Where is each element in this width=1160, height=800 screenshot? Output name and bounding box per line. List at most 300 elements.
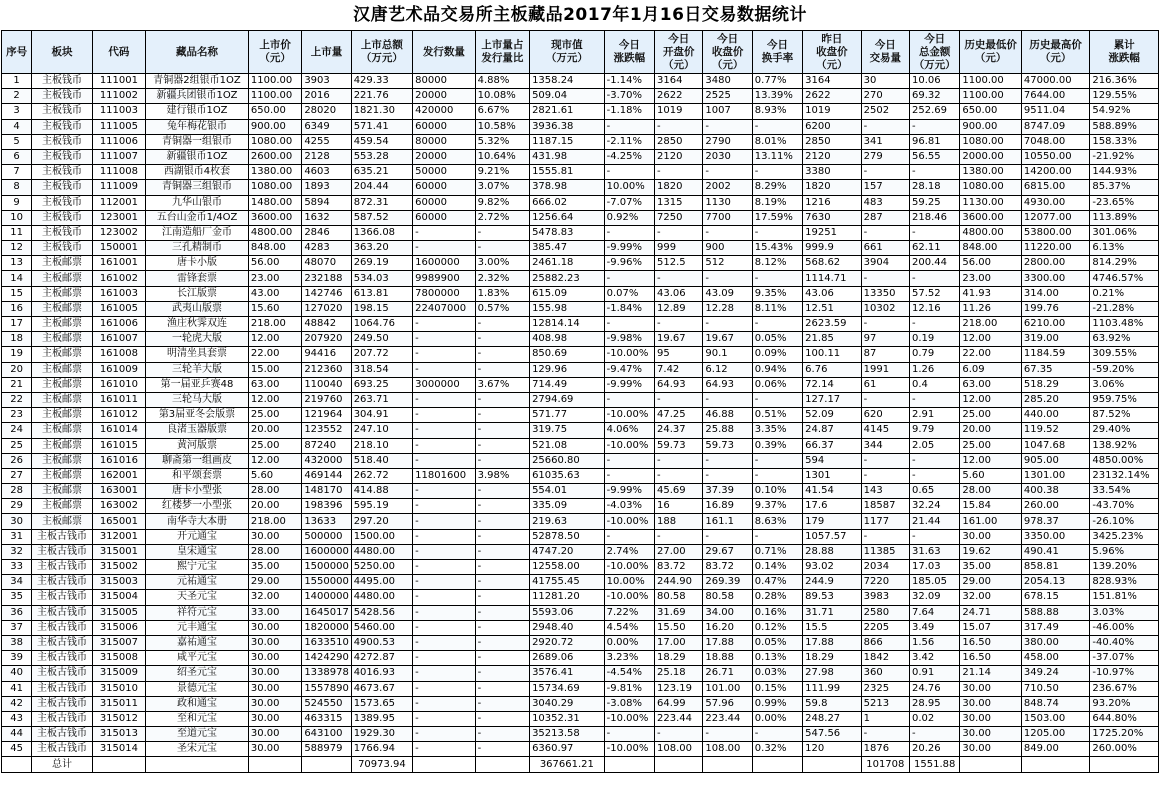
table-cell: 25.88 bbox=[703, 423, 752, 438]
table-cell: 1.56 bbox=[910, 635, 960, 650]
table-cell: 30.00 bbox=[248, 696, 301, 711]
table-cell: 1315 bbox=[655, 195, 703, 210]
table-cell: 1187.15 bbox=[530, 134, 605, 149]
table-cell: 119.52 bbox=[1021, 423, 1090, 438]
table-cell: - bbox=[475, 681, 529, 696]
table-cell: 主板钱币 bbox=[32, 165, 92, 180]
table-cell: 204.44 bbox=[351, 180, 412, 195]
table-cell: 30.00 bbox=[960, 696, 1021, 711]
table-cell: 0.00% bbox=[604, 635, 654, 650]
table-row bbox=[2, 225, 1159, 240]
table-cell: 315007 bbox=[92, 635, 145, 650]
table-cell: 主板邮票 bbox=[32, 408, 92, 423]
table-cell: 111002 bbox=[92, 89, 145, 104]
table-cell: 93.02 bbox=[803, 560, 861, 575]
table-cell: 360 bbox=[861, 666, 909, 681]
table-cell: 30 bbox=[861, 74, 909, 89]
table-cell: 56.00 bbox=[960, 256, 1021, 271]
table-cell: -4.03% bbox=[604, 499, 654, 514]
table-cell: 1080.00 bbox=[248, 134, 301, 149]
table-cell: 0.15% bbox=[752, 681, 802, 696]
table-cell: - bbox=[703, 119, 752, 134]
table-cell: 199.76 bbox=[1021, 301, 1090, 316]
table-cell: - bbox=[413, 666, 475, 681]
table-cell: 4016.93 bbox=[351, 666, 412, 681]
table-cell: - bbox=[861, 119, 909, 134]
table-cell: 309.55% bbox=[1090, 347, 1159, 362]
table-cell: 主板钱币 bbox=[32, 180, 92, 195]
table-cell: 380.00 bbox=[1021, 635, 1090, 650]
table-cell: 7250 bbox=[655, 210, 703, 225]
table-cell: 139.20% bbox=[1090, 560, 1159, 575]
table-cell: 主板钱币 bbox=[32, 89, 92, 104]
table-cell: 43.06 bbox=[655, 286, 703, 301]
table-cell: - bbox=[413, 499, 475, 514]
table-row bbox=[2, 681, 1159, 696]
table-cell: 2502 bbox=[861, 104, 909, 119]
table-cell: - bbox=[475, 453, 529, 468]
table-cell: 315001 bbox=[92, 544, 145, 559]
table-cell: 59.73 bbox=[703, 438, 752, 453]
table-cell: 主板邮票 bbox=[32, 468, 92, 483]
table-cell: 6.67% bbox=[475, 104, 529, 119]
table-cell: 0.05% bbox=[752, 332, 802, 347]
table-cell: -9.81% bbox=[604, 681, 654, 696]
table-row bbox=[2, 696, 1159, 711]
table-cell: - bbox=[861, 529, 909, 544]
table-cell: 35213.58 bbox=[530, 727, 605, 742]
table-cell: 1573.65 bbox=[351, 696, 412, 711]
table-cell: 87240 bbox=[302, 438, 351, 453]
table-cell: 20.00 bbox=[248, 499, 301, 514]
table-cell: 15.50 bbox=[655, 620, 703, 635]
table-cell: 8.29% bbox=[752, 180, 802, 195]
table-cell: 6.13% bbox=[1090, 241, 1159, 256]
table-cell: 30.00 bbox=[960, 727, 1021, 742]
table-cell: 1725.20% bbox=[1090, 727, 1159, 742]
table-cell: 123.19 bbox=[655, 681, 703, 696]
table-cell: 22 bbox=[2, 392, 32, 407]
table-cell: 30 bbox=[2, 514, 32, 529]
table-cell: 17 bbox=[2, 317, 32, 332]
table-cell: 23.00 bbox=[248, 271, 301, 286]
table-cell: - bbox=[475, 651, 529, 666]
table-cell: 57.52 bbox=[910, 286, 960, 301]
table-cell: 3.67% bbox=[475, 377, 529, 392]
table-cell: 849.00 bbox=[1021, 742, 1090, 757]
table-cell: 43 bbox=[2, 711, 32, 726]
column-header: 今日 开盘价 （元） bbox=[655, 31, 703, 74]
totals-empty-cell bbox=[655, 757, 703, 772]
table-cell: 0.03% bbox=[752, 666, 802, 681]
table-cell: - bbox=[413, 241, 475, 256]
table-cell: -21.28% bbox=[1090, 301, 1159, 316]
column-header: 上市量占 发行量比 bbox=[475, 31, 529, 74]
table-cell: 0.16% bbox=[752, 605, 802, 620]
table-cell: 151.81% bbox=[1090, 590, 1159, 605]
table-cell: 123001 bbox=[92, 210, 145, 225]
table-cell: 431.98 bbox=[530, 149, 605, 164]
table-cell: 111.99 bbox=[803, 681, 861, 696]
table-cell: 315002 bbox=[92, 560, 145, 575]
table-cell: - bbox=[475, 514, 529, 529]
table-cell: 588979 bbox=[302, 742, 351, 757]
table-cell: 72.14 bbox=[803, 377, 861, 392]
table-cell: 872.31 bbox=[351, 195, 412, 210]
table-cell: 28.00 bbox=[248, 484, 301, 499]
table-cell: 主板古钱币 bbox=[32, 696, 92, 711]
table-cell: 13.39% bbox=[752, 89, 802, 104]
table-cell: 4900.53 bbox=[351, 635, 412, 650]
table-cell: 2600.00 bbox=[248, 149, 301, 164]
table-cell: 59.25 bbox=[910, 195, 960, 210]
table-row bbox=[2, 544, 1159, 559]
table-cell: -23.65% bbox=[1090, 195, 1159, 210]
table-cell: 2.32% bbox=[475, 271, 529, 286]
table-cell: 主板钱币 bbox=[32, 195, 92, 210]
table-cell: 4272.87 bbox=[351, 651, 412, 666]
table-cell: 15.00 bbox=[248, 362, 301, 377]
table-cell: - bbox=[413, 681, 475, 696]
table-cell: 43.06 bbox=[803, 286, 861, 301]
table-cell: 30.00 bbox=[248, 711, 301, 726]
table-cell: 0.39% bbox=[752, 438, 802, 453]
table-cell: 260.00 bbox=[1021, 499, 1090, 514]
table-cell: 主板邮票 bbox=[32, 514, 92, 529]
table-cell: 1047.68 bbox=[1021, 438, 1090, 453]
table-cell: 518.29 bbox=[1021, 377, 1090, 392]
table-cell: 571.77 bbox=[530, 408, 605, 423]
table-cell: 161008 bbox=[92, 347, 145, 362]
table-cell: 185.05 bbox=[910, 575, 960, 590]
table-cell: 1007 bbox=[703, 104, 752, 119]
table-row bbox=[2, 392, 1159, 407]
table-cell: - bbox=[703, 529, 752, 544]
table-cell: 1600000 bbox=[413, 256, 475, 271]
table-cell: 524550 bbox=[302, 696, 351, 711]
table-cell: 1500.00 bbox=[351, 529, 412, 544]
table-cell: 28020 bbox=[302, 104, 351, 119]
table-cell: 19.67 bbox=[655, 332, 703, 347]
table-row bbox=[2, 347, 1159, 362]
table-cell: 18.29 bbox=[803, 651, 861, 666]
table-cell: 31 bbox=[2, 529, 32, 544]
table-cell: - bbox=[604, 468, 654, 483]
table-cell: 28.00 bbox=[960, 484, 1021, 499]
table-cell: - bbox=[475, 590, 529, 605]
table-row bbox=[2, 635, 1159, 650]
table-cell: 15 bbox=[2, 286, 32, 301]
table-cell: 0.92% bbox=[604, 210, 654, 225]
table-cell: -4.25% bbox=[604, 149, 654, 164]
table-cell: 1820 bbox=[803, 180, 861, 195]
table-cell: 67.35 bbox=[1021, 362, 1090, 377]
table-cell: 14 bbox=[2, 271, 32, 286]
table-cell: 3164 bbox=[655, 74, 703, 89]
table-cell: 60000 bbox=[413, 180, 475, 195]
table-cell: 15.07 bbox=[960, 620, 1021, 635]
table-cell: 161014 bbox=[92, 423, 145, 438]
table-cell: 21.85 bbox=[803, 332, 861, 347]
table-cell: 2000.00 bbox=[960, 149, 1021, 164]
table-cell: 129.55% bbox=[1090, 89, 1159, 104]
table-cell: 120 bbox=[803, 742, 861, 757]
table-cell: 7220 bbox=[861, 575, 909, 590]
table-cell: 16 bbox=[2, 301, 32, 316]
table-cell: 41755.45 bbox=[530, 575, 605, 590]
table-cell: 0.12% bbox=[752, 620, 802, 635]
table-cell: 渔庄秋霁双连 bbox=[146, 317, 249, 332]
table-cell: - bbox=[475, 362, 529, 377]
table-cell: 0.02 bbox=[910, 711, 960, 726]
table-cell: 江南造船厂金币 bbox=[146, 225, 249, 240]
table-cell: 304.91 bbox=[351, 408, 412, 423]
table-cell: 元丰通宝 bbox=[146, 620, 249, 635]
table-cell: 17.88 bbox=[703, 635, 752, 650]
table-cell: 熙宁元宝 bbox=[146, 560, 249, 575]
table-cell: 644.80% bbox=[1090, 711, 1159, 726]
totals-listing-total: 70973.94 bbox=[351, 757, 412, 772]
table-cell: 43.09 bbox=[703, 286, 752, 301]
table-row bbox=[2, 666, 1159, 681]
table-cell: - bbox=[861, 727, 909, 742]
table-cell: 主板钱币 bbox=[32, 74, 92, 89]
table-cell: 661 bbox=[861, 241, 909, 256]
table-cell: 1177 bbox=[861, 514, 909, 529]
table-cell: 1.26 bbox=[910, 362, 960, 377]
table-cell: 主板古钱币 bbox=[32, 590, 92, 605]
table-cell: 223.44 bbox=[703, 711, 752, 726]
table-cell: 615.09 bbox=[530, 286, 605, 301]
table-cell: 1064.76 bbox=[351, 317, 412, 332]
table-cell: 32.00 bbox=[248, 590, 301, 605]
table-cell: 30.00 bbox=[248, 529, 301, 544]
table-row bbox=[2, 149, 1159, 164]
table-cell: 19.62 bbox=[960, 544, 1021, 559]
table-cell: 315006 bbox=[92, 620, 145, 635]
table-cell: 279 bbox=[861, 149, 909, 164]
table-cell: 10302 bbox=[861, 301, 909, 316]
table-cell: - bbox=[475, 317, 529, 332]
table-cell: 主板钱币 bbox=[32, 104, 92, 119]
table-cell: 长江版票 bbox=[146, 286, 249, 301]
table-cell: 2689.06 bbox=[530, 651, 605, 666]
table-cell: 83.72 bbox=[655, 560, 703, 575]
table-cell: 2850 bbox=[655, 134, 703, 149]
table-cell: 40 bbox=[2, 666, 32, 681]
table-cell: 16 bbox=[655, 499, 703, 514]
table-cell: 534.03 bbox=[351, 271, 412, 286]
table-cell: 62.11 bbox=[910, 241, 960, 256]
table-cell: 1114.71 bbox=[803, 271, 861, 286]
table-cell: 8.93% bbox=[752, 104, 802, 119]
table-cell: - bbox=[413, 575, 475, 590]
table-cell: 314.00 bbox=[1021, 286, 1090, 301]
table-cell: 1550000 bbox=[302, 575, 351, 590]
table-cell: 青铜器三组银币 bbox=[146, 180, 249, 195]
table-cell: 3480 bbox=[703, 74, 752, 89]
table-cell: 650.00 bbox=[960, 104, 1021, 119]
table-cell: 17.88 bbox=[803, 635, 861, 650]
table-cell: 161003 bbox=[92, 286, 145, 301]
table-cell: 1820 bbox=[655, 180, 703, 195]
table-cell: 3600.00 bbox=[248, 210, 301, 225]
table-cell: 6.09 bbox=[960, 362, 1021, 377]
table-cell: 黄河版票 bbox=[146, 438, 249, 453]
table-cell: 83.72 bbox=[703, 560, 752, 575]
table-cell: 315009 bbox=[92, 666, 145, 681]
table-cell: 至道元宝 bbox=[146, 727, 249, 742]
table-row bbox=[2, 529, 1159, 544]
table-cell: - bbox=[475, 711, 529, 726]
table-cell: 32.09 bbox=[910, 590, 960, 605]
table-cell: 5460.00 bbox=[351, 620, 412, 635]
table-cell: 3 bbox=[2, 104, 32, 119]
table-cell: 43.00 bbox=[248, 286, 301, 301]
table-cell: 111006 bbox=[92, 134, 145, 149]
table-cell: 143 bbox=[861, 484, 909, 499]
table-cell: 0.14% bbox=[752, 560, 802, 575]
table-cell: 29.00 bbox=[960, 575, 1021, 590]
table-cell: 2.72% bbox=[475, 210, 529, 225]
table-cell: 12 bbox=[2, 241, 32, 256]
table-cell: 22407000 bbox=[413, 301, 475, 316]
table-cell: 244.9 bbox=[803, 575, 861, 590]
table-cell: 161015 bbox=[92, 438, 145, 453]
table-cell: - bbox=[413, 711, 475, 726]
table-cell: - bbox=[752, 392, 802, 407]
table-cell: 33 bbox=[2, 560, 32, 575]
table-row bbox=[2, 605, 1159, 620]
table-cell: 59.73 bbox=[655, 438, 703, 453]
table-cell: 5593.06 bbox=[530, 605, 605, 620]
table-cell: - bbox=[655, 468, 703, 483]
table-cell: 22.00 bbox=[248, 347, 301, 362]
table-cell: 0.19 bbox=[910, 332, 960, 347]
table-cell: 80000 bbox=[413, 74, 475, 89]
table-cell: 1301 bbox=[803, 468, 861, 483]
table-cell: 8.11% bbox=[752, 301, 802, 316]
table-cell: 15.43% bbox=[752, 241, 802, 256]
table-cell: - bbox=[475, 225, 529, 240]
table-cell: 127020 bbox=[302, 301, 351, 316]
table-cell: 3164 bbox=[803, 74, 861, 89]
table-cell: 36 bbox=[2, 605, 32, 620]
table-cell: - bbox=[475, 332, 529, 347]
table-cell: 111007 bbox=[92, 149, 145, 164]
table-row bbox=[2, 620, 1159, 635]
table-cell: -4.54% bbox=[604, 666, 654, 681]
column-header: 序号 bbox=[2, 31, 32, 74]
table-cell: - bbox=[475, 696, 529, 711]
table-cell: 54.92% bbox=[1090, 104, 1159, 119]
table-cell: 10.00% bbox=[604, 180, 654, 195]
table-cell: 3903 bbox=[302, 74, 351, 89]
table-cell: 218.00 bbox=[960, 317, 1021, 332]
table-row bbox=[2, 575, 1159, 590]
table-cell: 1301.00 bbox=[1021, 468, 1090, 483]
table-cell: 18587 bbox=[861, 499, 909, 514]
table-cell: - bbox=[752, 727, 802, 742]
table-cell: -2.11% bbox=[604, 134, 654, 149]
table-cell: 10550.00 bbox=[1021, 149, 1090, 164]
table-cell: 2850 bbox=[803, 134, 861, 149]
table-cell: 111001 bbox=[92, 74, 145, 89]
table-cell: - bbox=[413, 317, 475, 332]
table-cell: 9.37% bbox=[752, 499, 802, 514]
table-cell: 858.81 bbox=[1021, 560, 1090, 575]
table-cell: 138.92% bbox=[1090, 438, 1159, 453]
table-cell: - bbox=[475, 605, 529, 620]
table-cell: 1100.00 bbox=[248, 74, 301, 89]
table-cell: 101.00 bbox=[703, 681, 752, 696]
table-cell: 270 bbox=[861, 89, 909, 104]
table-cell: 15734.69 bbox=[530, 681, 605, 696]
table-cell: - bbox=[413, 332, 475, 347]
table-cell: - bbox=[752, 165, 802, 180]
table-cell: 50000 bbox=[413, 165, 475, 180]
table-cell: 5.32% bbox=[475, 134, 529, 149]
table-cell: 1103.48% bbox=[1090, 317, 1159, 332]
table-row bbox=[2, 560, 1159, 575]
table-cell: 312001 bbox=[92, 529, 145, 544]
table-cell: 13 bbox=[2, 256, 32, 271]
table-cell: 108.00 bbox=[703, 742, 752, 757]
table-cell: 和平颂套票 bbox=[146, 468, 249, 483]
table-cell: 第3届亚冬会版票 bbox=[146, 408, 249, 423]
table-cell: - bbox=[604, 271, 654, 286]
table-cell: 1821.30 bbox=[351, 104, 412, 119]
table-cell: - bbox=[703, 271, 752, 286]
table-cell: 123002 bbox=[92, 225, 145, 240]
table-cell: 16.20 bbox=[703, 620, 752, 635]
table-cell: -3.70% bbox=[604, 89, 654, 104]
table-cell: 588.88 bbox=[1021, 605, 1090, 620]
table-cell: 198396 bbox=[302, 499, 351, 514]
table-cell: 587.52 bbox=[351, 210, 412, 225]
table-cell: 97 bbox=[861, 332, 909, 347]
table-cell: 主板邮票 bbox=[32, 392, 92, 407]
table-cell: 33.00 bbox=[248, 605, 301, 620]
table-cell: 20.00 bbox=[960, 423, 1021, 438]
table-cell: 14200.00 bbox=[1021, 165, 1090, 180]
table-cell: 25.00 bbox=[248, 408, 301, 423]
table-cell: 635.21 bbox=[351, 165, 412, 180]
table-cell: 2622 bbox=[655, 89, 703, 104]
table-cell: 41 bbox=[2, 681, 32, 696]
table-cell: 41.54 bbox=[803, 484, 861, 499]
table-cell: 315003 bbox=[92, 575, 145, 590]
table-cell: 20 bbox=[2, 362, 32, 377]
table-cell: 26.71 bbox=[703, 666, 752, 681]
totals-empty-cell bbox=[703, 757, 752, 772]
table-cell: 5250.00 bbox=[351, 560, 412, 575]
table-cell: 87.52% bbox=[1090, 408, 1159, 423]
table-cell: - bbox=[655, 271, 703, 286]
table-cell: - bbox=[475, 392, 529, 407]
table-cell: 6360.97 bbox=[530, 742, 605, 757]
table-row bbox=[2, 468, 1159, 483]
table-cell: 111003 bbox=[92, 104, 145, 119]
table-cell: - bbox=[413, 544, 475, 559]
table-cell: 28.88 bbox=[803, 544, 861, 559]
table-cell: 7644.00 bbox=[1021, 89, 1090, 104]
table-cell: 10.64% bbox=[475, 149, 529, 164]
table-cell: 161010 bbox=[92, 377, 145, 392]
table-cell: 0.4 bbox=[910, 377, 960, 392]
table-cell: 1019 bbox=[803, 104, 861, 119]
totals-row bbox=[2, 757, 1159, 772]
